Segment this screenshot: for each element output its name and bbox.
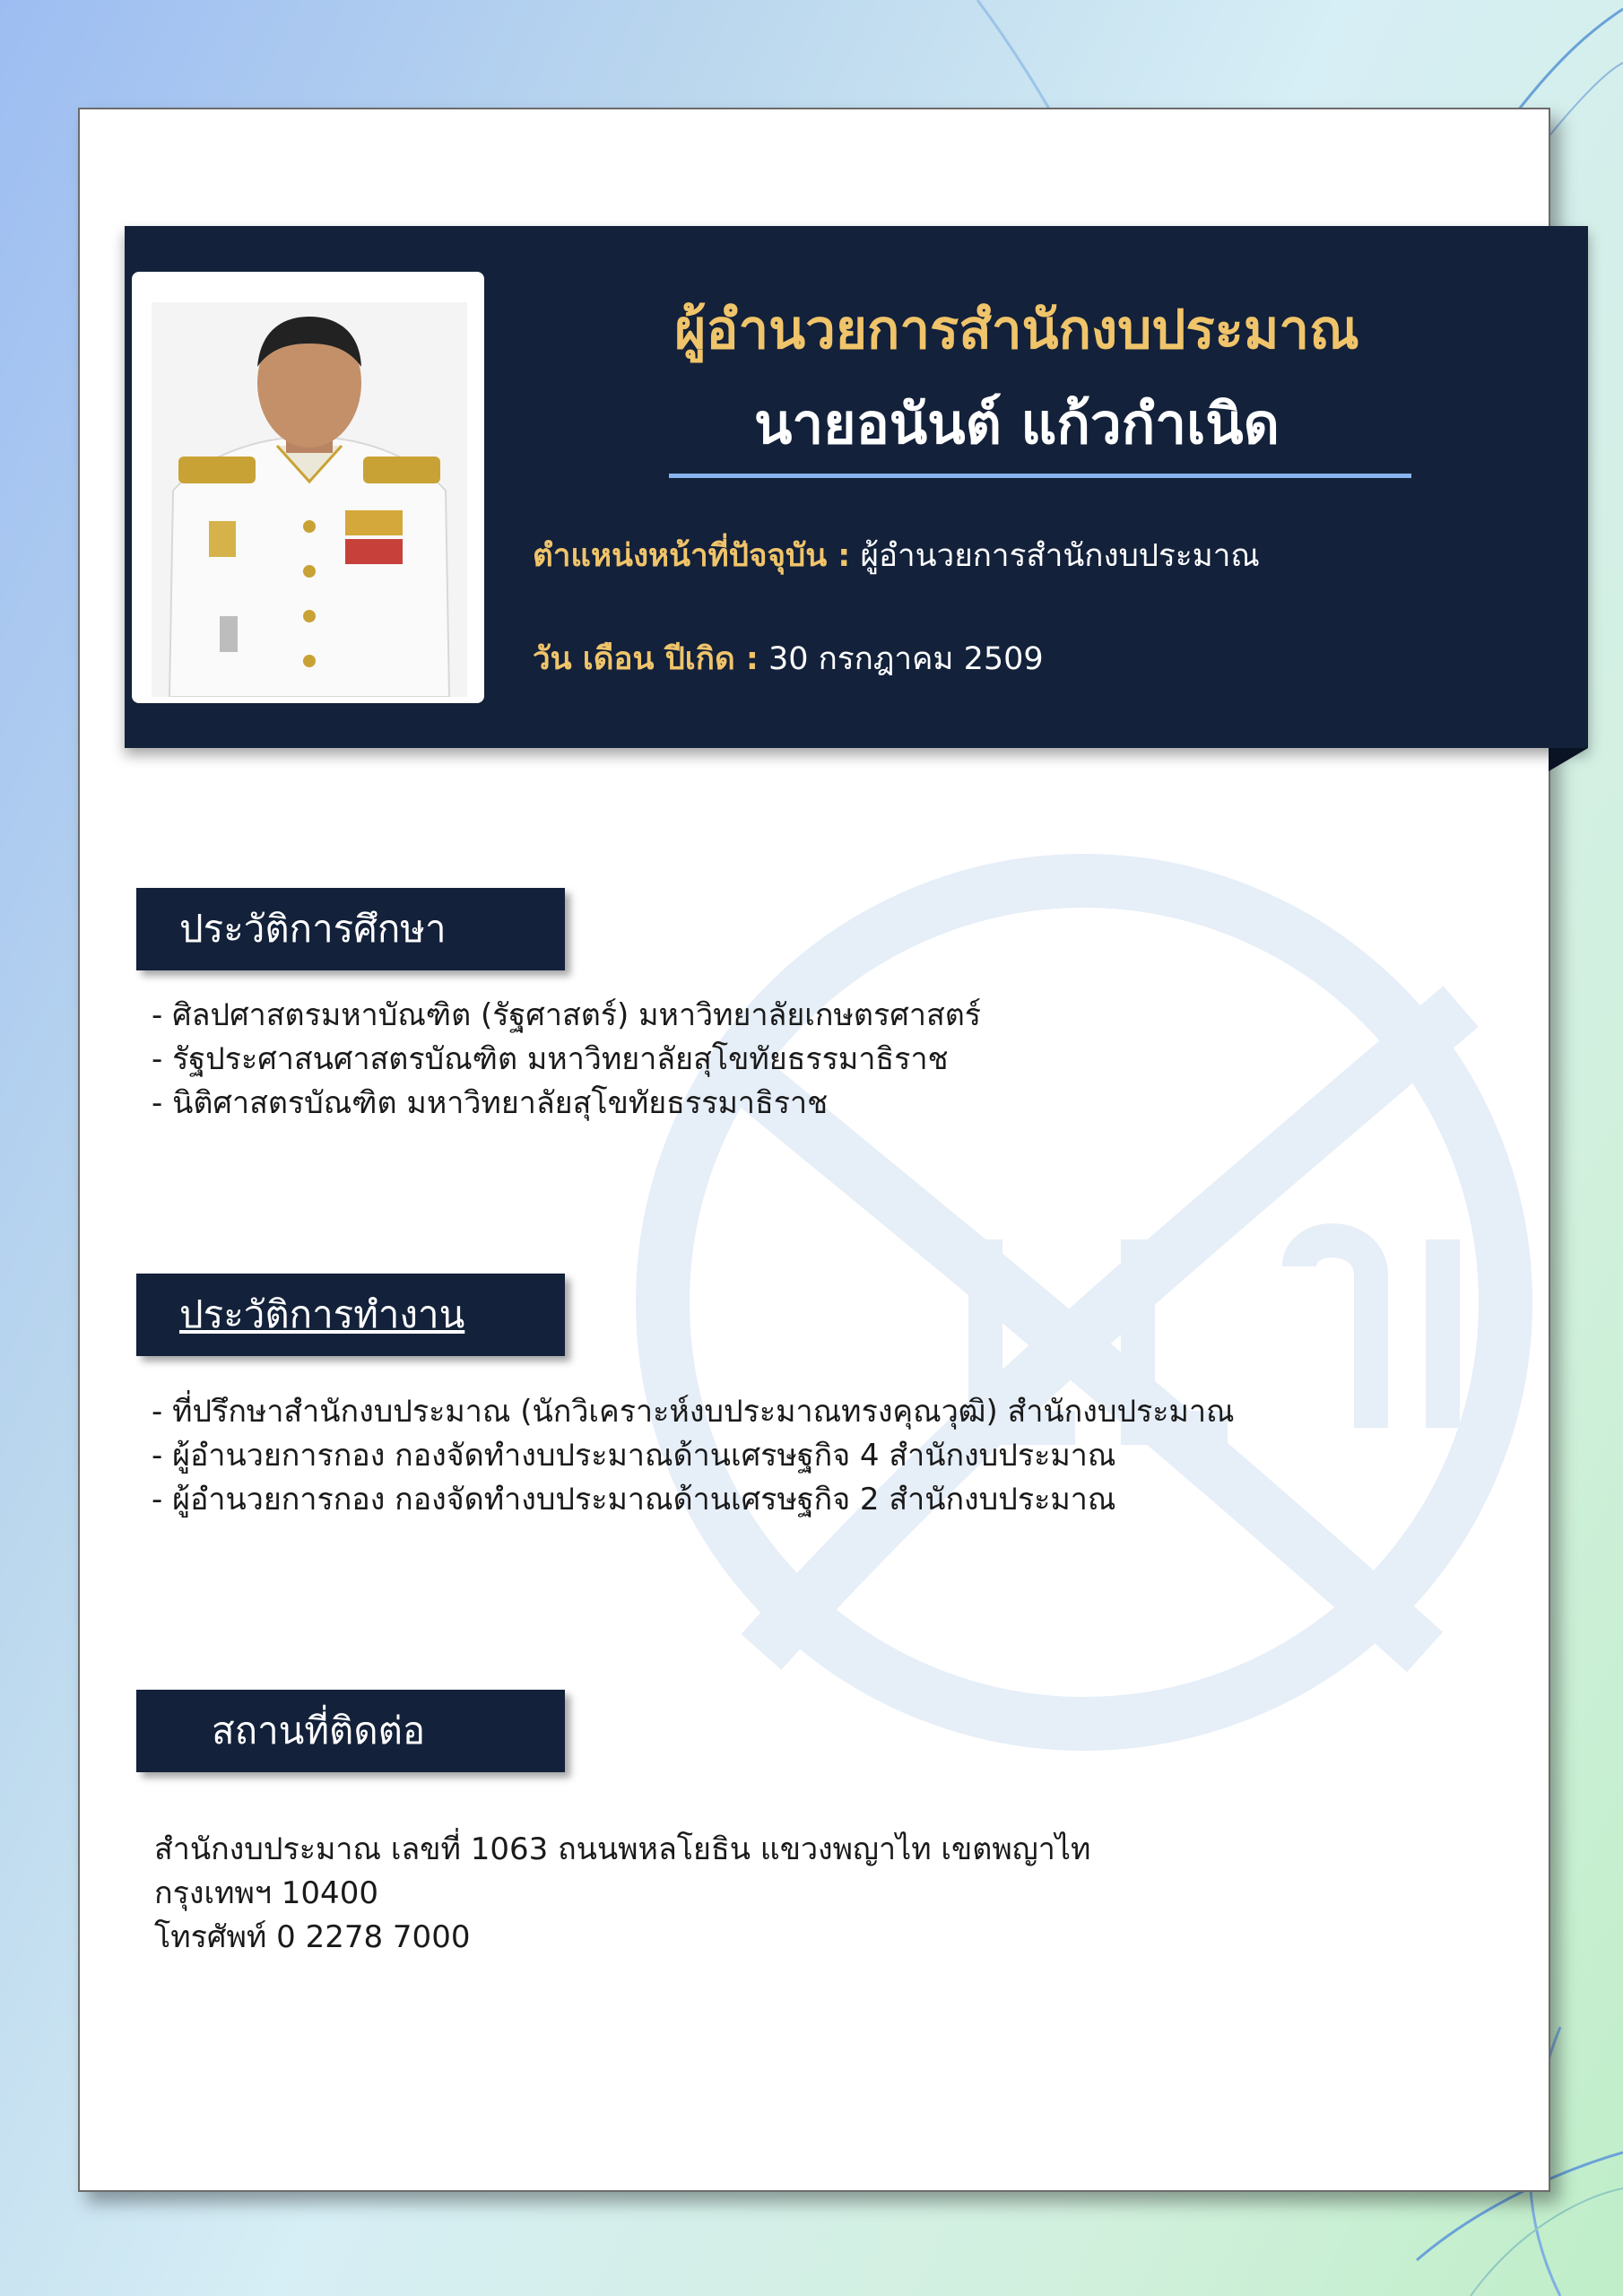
position-row <box>533 531 1260 580</box>
header-title: ผู้อำนวยการสำนักงบประมาณ <box>674 299 1359 361</box>
birthdate-value: 30 กรกฎาคม 2509 <box>768 641 1044 677</box>
work-list <box>152 1390 1235 1522</box>
address-line: กรุงเทพฯ 10400 <box>154 1875 378 1911</box>
phone-line: โทรศัพท์ 0 2278 7000 <box>154 1919 471 1955</box>
banner-fold <box>1549 748 1588 771</box>
list-item: - ที่ปรึกษาสำนักงบประมาณ (นักวิเคราะห์งบประมาณทรงคุณวุฒิ) สำนักงบประมาณ <box>152 1394 1235 1430</box>
list-item: - รัฐประศาสนศาสตรบัณฑิต มหาวิทยาลัยสุโขทัยธรรมาธิราช <box>152 1041 949 1077</box>
work-heading: ประวัติการทำงาน <box>179 1292 465 1336</box>
portrait-photo <box>152 302 467 697</box>
title-divider <box>669 474 1411 478</box>
contact-heading: สถานที่ติดต่อ <box>136 1690 565 1772</box>
list-item: - ผู้อำนวยการกอง กองจัดทำงบประมาณด้านเศรษฐกิจ 2 สำนักงบประมาณ <box>152 1482 1116 1518</box>
address-line: สำนักงบประมาณ เลขที่ 1063 ถนนพหลโยธิน แขวงพญาไท เขตพญาไท <box>154 1831 1091 1867</box>
list-item: - ผู้อำนวยการกอง กองจัดทำงบประมาณด้านเศรษฐกิจ 4 สำนักงบประมาณ <box>152 1438 1116 1474</box>
list-item: - ศิลปศาสตรมหาบัณฑิต (รัฐศาสตร์) มหาวิทยาลัยเกษตรศาสตร์ <box>152 997 982 1033</box>
profile-page <box>78 108 1550 2192</box>
birthdate-label: วัน เดือน ปีเกิด : <box>533 641 759 677</box>
contact-address <box>154 1828 1090 1960</box>
position-label: ตำแหน่งหน้าที่ปัจจุบัน : <box>533 538 851 574</box>
education-heading: ประวัติการศึกษา <box>136 888 565 970</box>
list-item: - นิติศาสตรบัณฑิต มหาวิทยาลัยสุโขทัยธรรมาธิราช <box>152 1085 829 1121</box>
education-list <box>152 994 981 1126</box>
work-heading-tab <box>136 1274 565 1356</box>
header-banner <box>125 226 1588 748</box>
photo-frame <box>132 272 484 703</box>
birthdate-row <box>533 634 1044 683</box>
position-value: ผู้อำนวยการสำนักงบประมาณ <box>860 538 1260 574</box>
person-name: นายอนันต์ แก้วกำเนิด <box>754 391 1280 457</box>
